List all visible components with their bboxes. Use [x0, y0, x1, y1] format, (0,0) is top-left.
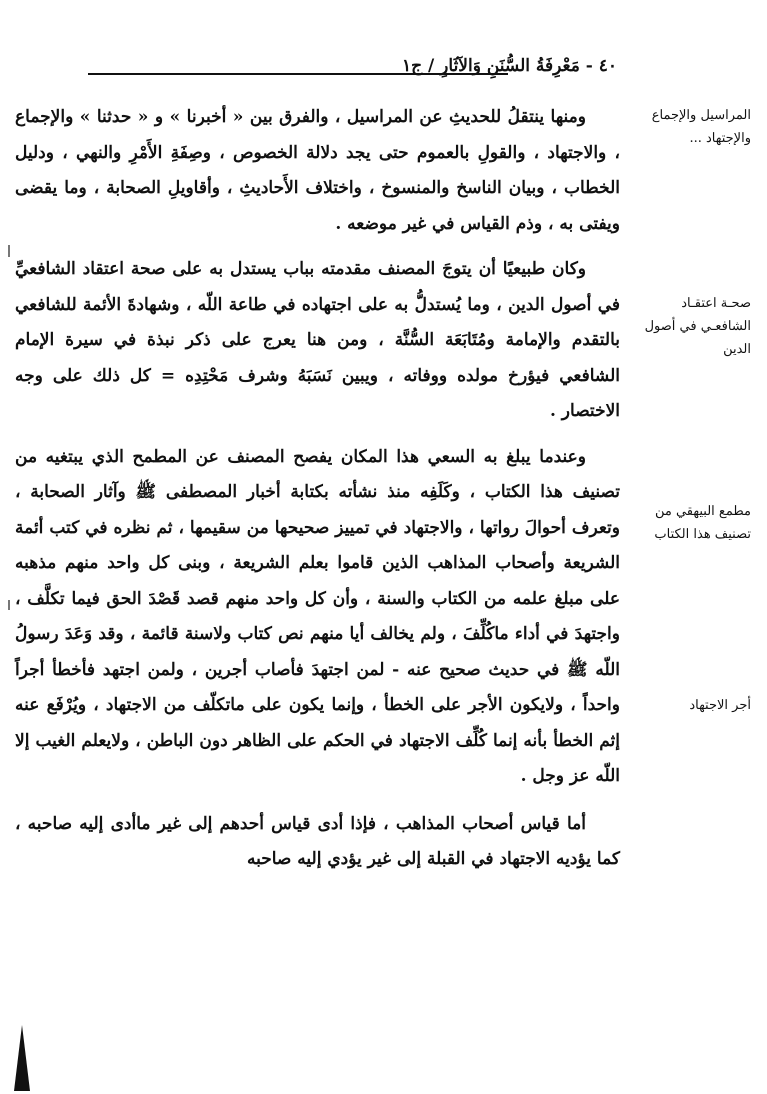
header-rule — [88, 73, 508, 75]
scan-edge-mark — [14, 1025, 30, 1091]
paragraph-aim: وعندما يبلغ به السعي هذا المكان يفصح المصنف عن المطمح الذي يبتغيه من تصنيف هذا الكتاب ، وكَلَفِه منذ نشأته بكتابة أخبار المصطفى ﷺ وآثار الصحابة ، وتعرف أحوالَ رواتها ، والاجتهاد في تمييز صحيحها من سقيمها ، ثم نظره في كتب أئمة الشريعة وأصحاب المذاهب الذين قاموا بعلم الشريعة ، وبنى كل واحد منهم مذهبه على مبلغ علمه من الكتاب والسنة ، وأن كل واحد منهم قصد قَصْدَ الحق فيما تكلَّف ، واجتهدَ في أداء ماكُلِّفَ ، ولم يخالف أيا منهم نص كتاب ولاسنة قائمة ، وقد وَعَدَ رسولُ اللّه ﷺ في حديث صحيح عنه - لمن اجتهدَ فأصاب أجرين ، ولمن اجتهد فأخطأ أجراً واحداً ، ولايكون الأجر على الخطأ ، وإنما يكون على ماتكلّف من الاجتهاد ، ويُرْفَع عنه إثم الخطأ بأنه إنما كُلِّف الاجتهاد في الحكم على الظاهر دون الباطن ، ولايعلم الغيب إلا اللّه عز وجل . — [15, 446, 620, 786]
margin-note-mursal: المراسيل والإجماع والإجتهاد ... — [651, 108, 751, 146]
scan-artifact — [8, 245, 10, 257]
main-text-block — [15, 100, 620, 878]
running-header: ٤٠ - مَعْرِفَةُ السُّنَنِ وَالآثَارِ / ج١ — [402, 56, 617, 76]
paragraph-creed: وكان طبيعيًا أن يتوجَ المصنف مقدمته بباب يستدل به على صحة اعتقاد الشافعيِّ في أصول الدين ، وما يُستدلُّ به على اجتهاده في طاعة اللّه ، وشهادةَ الأئمة للشافعي بالتقدم والإمامة ومُتَابَعَة السُّنَّة ، ومن هنا يعرج على ذكر نبذة في سيرة الإمام الشافعي فيؤرخ مولده ووفاته ، ويبين نَسَبَهُ وشرف مَحْتِدِه = كل ذلك على وجه الاختصار . — [15, 259, 620, 421]
scan-artifact — [8, 600, 10, 610]
margin-note-creed: صحـة اعتقـاد الشافعـي في أصول الدين — [644, 296, 751, 357]
margin-note-aim: مطمع البيهقي من تصنيف هذا الكتاب — [654, 504, 751, 542]
paragraph-sources: ومنها ينتقلُ للحديثِ عن المراسيل ، والفرق بين « أخبرنا » و « حدثنا » والإجماع ، والاجتهاد ، والقولِ بالعموم حتى يجد دلالة الخصوص ، وصِفَةِ الأَمْرِ والنهي ، ودليل الخطاب ، وبيان الناسخ والمنسوخ ، واختلاف الأَحاديثِ ، وأقاويلِ الصحابة ، وما يقضى ويفتى به ، وذم القياس في غير موضعه . — [15, 107, 620, 234]
paragraph-qiyas: أما قياس أصحاب المذاهب ، فإذا أدى قياس أحدهم إلى غير ماأدى إليه صاحبه ، كما يؤديه الاجتهاد في القبلة إلى غير يؤدي إليه صاحبه — [15, 813, 620, 869]
margin-note-ijtihad-reward: أجر الاجتهاد — [689, 698, 751, 713]
